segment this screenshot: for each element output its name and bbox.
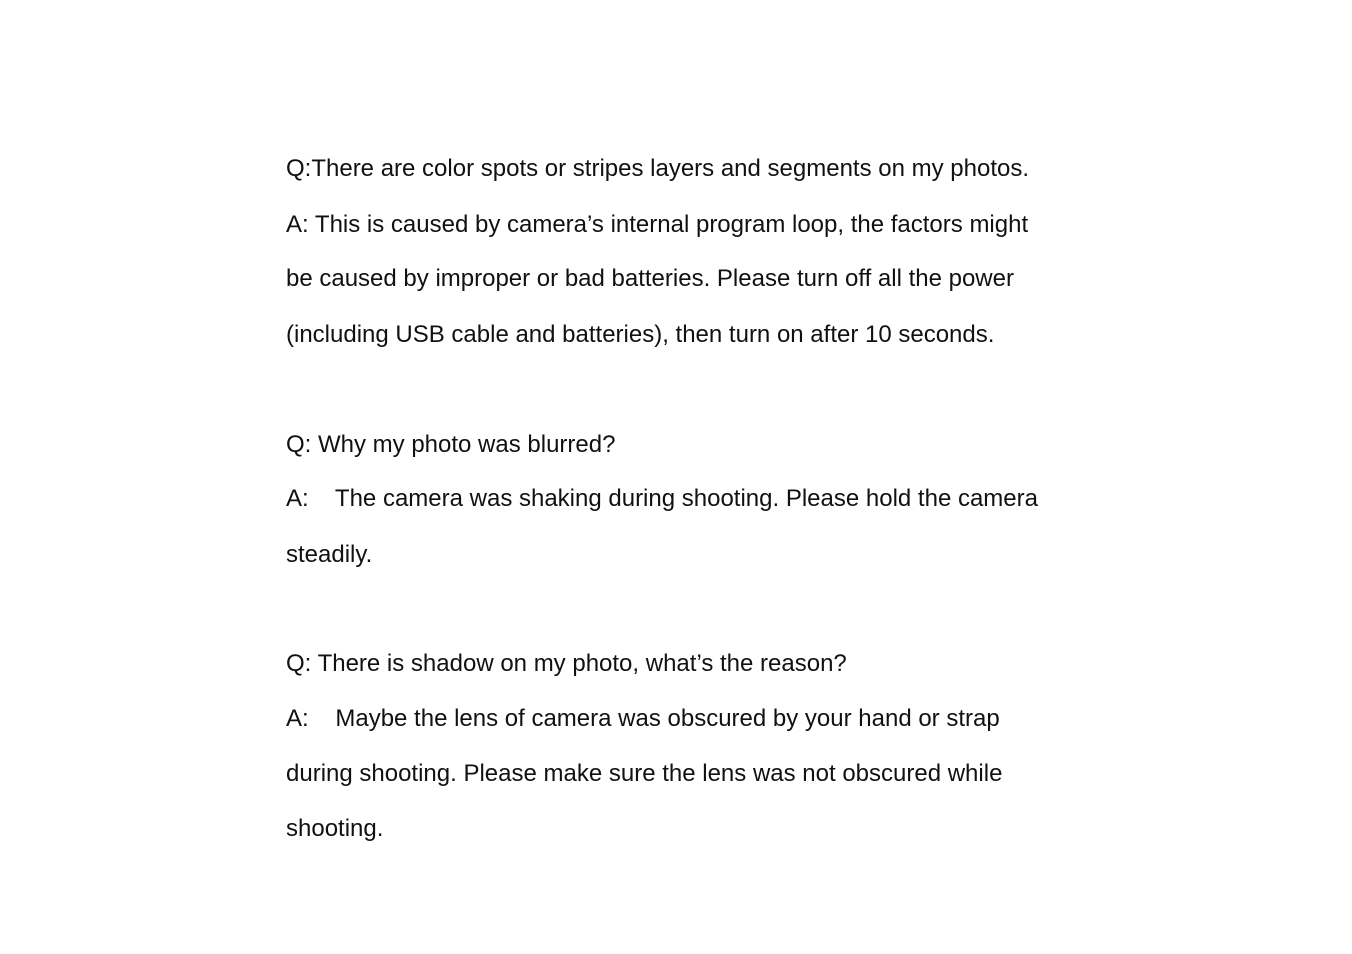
question-text: Q: Why my photo was blurred? — [286, 431, 616, 458]
answer-text: shooting. — [286, 815, 384, 842]
answer-text: be caused by improper or bad batteries. Please turn off all the power — [286, 265, 1014, 292]
answer-text: A: This is caused by camera’s internal program loop, the factors might — [286, 211, 1029, 238]
question-text: Q: There is shadow on my photo, what’s the reason? — [286, 650, 847, 677]
question-text: Q:There are color spots or stripes layers and segments on my photos. — [286, 155, 1030, 182]
answer-text: (including USB cable and batteries), then turn on after 10 seconds. — [286, 321, 995, 348]
answer-text: during shooting. Please make sure the lens was not obscured while — [286, 760, 1003, 787]
answer-text: steadily. — [286, 541, 373, 568]
answer-text: A: Maybe the lens of camera was obscured by your hand or strap — [286, 705, 1000, 732]
answer-text: A: The camera was shaking during shooting. Please hold the camera — [286, 485, 1038, 512]
